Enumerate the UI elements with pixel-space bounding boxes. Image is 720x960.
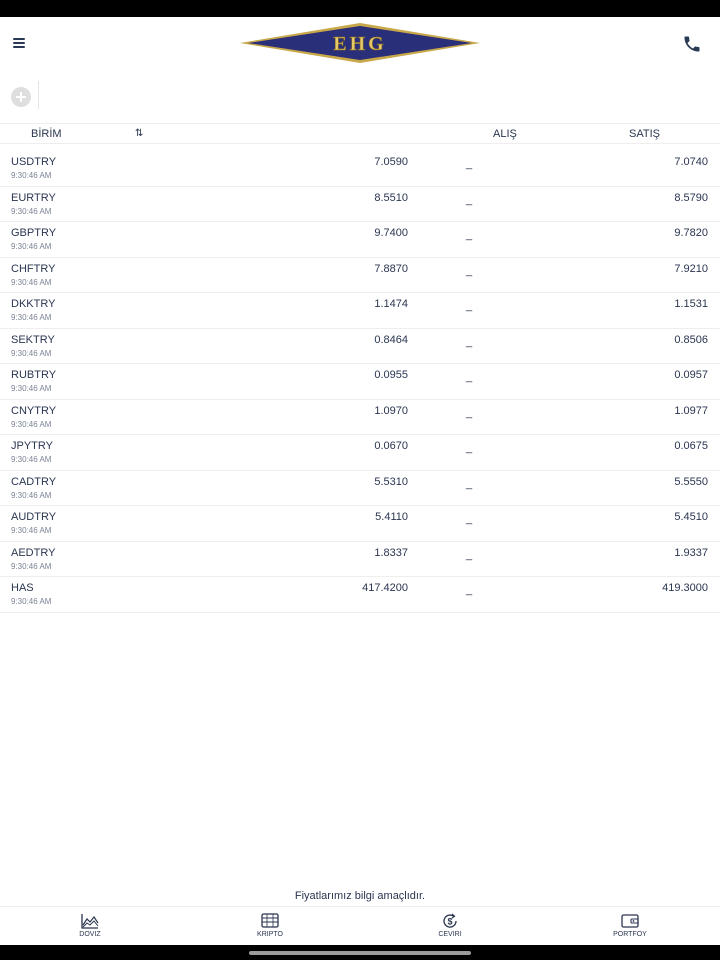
row-sell: 419.3000 [662, 582, 708, 594]
add-icon[interactable] [11, 87, 31, 107]
row-buy: 7.8870 [374, 262, 408, 275]
home-indicator[interactable] [249, 951, 471, 955]
row-time: 9:30:46 AM [11, 206, 52, 216]
row-change: _ [466, 442, 473, 454]
row-buy: 1.0970 [374, 404, 408, 417]
column-header-unit: BİRİM [31, 128, 62, 140]
column-header-sell: SATIŞ [629, 128, 660, 140]
row-time: 9:30:46 AM [11, 277, 52, 287]
phone-button[interactable] [682, 34, 702, 54]
row-symbol: HAS [11, 582, 34, 594]
row-buy: 1.1474 [374, 298, 408, 310]
row-time: 9:30:46 AM [11, 171, 52, 180]
row-time: 9:30:46 AM [11, 419, 52, 429]
menu-button[interactable] [11, 34, 29, 50]
tab-portfoy-label: PORTFOY [613, 931, 647, 938]
row-buy: 7.0590 [374, 156, 408, 168]
row-symbol: GBPTRY [11, 227, 57, 239]
add-toolbar [0, 78, 720, 118]
tab-kripto-label: KRIPTO [257, 931, 283, 938]
svg-text:$: $ [447, 916, 453, 927]
row-sell: 1.1531 [674, 298, 708, 310]
chart-icon [80, 912, 100, 930]
table-row[interactable] [0, 329, 720, 365]
wallet-icon [620, 912, 640, 930]
row-sell: 5.4510 [674, 511, 708, 523]
row-change: _ [466, 193, 473, 206]
status-bar [0, 0, 720, 17]
crypto-icon [260, 912, 280, 930]
row-time: 9:30:46 AM [11, 597, 52, 606]
row-sell: 1.9337 [674, 546, 708, 559]
row-change: _ [466, 158, 473, 170]
table-row[interactable] [0, 293, 720, 329]
table-row[interactable] [0, 258, 720, 294]
row-symbol: USDTRY [11, 156, 57, 168]
currency-exchange-icon [440, 912, 460, 930]
row-buy: 0.0670 [374, 440, 408, 452]
column-header-buy: ALIŞ [493, 128, 517, 140]
row-symbol: DKKTRY [11, 298, 56, 310]
row-sell: 8.5790 [674, 191, 708, 204]
row-sell: 7.0740 [674, 156, 708, 168]
tab-portfoy[interactable] [600, 912, 660, 938]
row-time: 9:30:46 AM [11, 313, 52, 322]
menu-icon-line [13, 46, 25, 48]
row-change: _ [466, 584, 473, 596]
row-buy: 0.0955 [374, 369, 408, 381]
row-sell: 0.0957 [674, 369, 708, 381]
row-time: 9:30:46 AM [11, 384, 52, 393]
table-row[interactable] [0, 506, 720, 542]
row-symbol: RUBTRY [11, 369, 57, 381]
row-symbol: CHFTRY [11, 262, 56, 275]
tab-ceviri-label: CEVIRI [438, 931, 462, 938]
row-change: _ [466, 371, 473, 383]
table-row[interactable] [0, 577, 720, 613]
row-symbol: EURTRY [11, 191, 56, 204]
row-buy: 5.5310 [374, 475, 408, 488]
row-buy: 0.8464 [374, 333, 408, 346]
row-symbol: CADTRY [11, 475, 57, 488]
row-change: _ [466, 229, 473, 241]
row-symbol: CNYTRY [11, 404, 57, 417]
rates-table [0, 151, 720, 613]
toolbar-divider [38, 81, 39, 109]
row-buy: 8.5510 [374, 191, 408, 204]
table-row[interactable] [0, 364, 720, 400]
row-change: _ [466, 264, 473, 277]
row-change: _ [466, 300, 473, 312]
table-row[interactable] [0, 435, 720, 471]
row-change: _ [466, 477, 473, 490]
tab-doviz[interactable] [60, 912, 120, 938]
row-sell: 0.0675 [674, 440, 708, 452]
table-row[interactable] [0, 222, 720, 258]
table-row[interactable] [0, 542, 720, 578]
row-change: _ [466, 406, 473, 419]
row-time: 9:30:46 AM [11, 455, 52, 464]
row-time: 9:30:46 AM [11, 526, 52, 535]
row-buy: 1.8337 [374, 546, 408, 559]
row-time: 9:30:46 AM [11, 348, 52, 358]
row-symbol: AUDTRY [11, 511, 57, 523]
row-sell: 0.8506 [674, 333, 708, 346]
ehg-logo [240, 22, 480, 64]
row-symbol: SEKTRY [11, 333, 55, 346]
app-header [0, 17, 720, 71]
row-change: _ [466, 513, 473, 525]
table-header [0, 123, 720, 144]
table-row[interactable] [0, 187, 720, 223]
row-buy: 5.4110 [375, 511, 408, 523]
tab-kripto[interactable] [240, 912, 300, 938]
row-sell: 9.7820 [674, 227, 708, 239]
table-row[interactable] [0, 471, 720, 507]
logo-text: EHG [333, 33, 387, 55]
menu-icon-line [13, 42, 25, 44]
bottom-tab-bar [0, 906, 720, 945]
row-symbol: JPYTRY [11, 440, 53, 452]
tab-doviz-label: DOVIZ [79, 931, 101, 938]
row-sell: 1.0977 [674, 404, 708, 417]
system-bottom-bar [0, 945, 720, 960]
row-change: _ [466, 335, 473, 348]
row-buy: 417.4200 [362, 582, 408, 594]
row-change: _ [466, 548, 473, 561]
row-sell: 7.9210 [674, 262, 708, 275]
row-time: 9:30:46 AM [11, 561, 52, 571]
tab-ceviri[interactable] [420, 912, 480, 938]
menu-icon [13, 38, 25, 40]
row-time: 9:30:46 AM [11, 242, 52, 251]
row-time: 9:30:46 AM [11, 490, 52, 500]
row-buy: 9.7400 [374, 227, 408, 239]
sort-icon[interactable]: ⇅ [135, 128, 144, 139]
phone-icon [682, 34, 702, 54]
row-symbol: AEDTRY [11, 546, 56, 559]
row-sell: 5.5550 [674, 475, 708, 488]
table-row[interactable] [0, 151, 720, 187]
disclaimer-text: Fiyatlarımız bilgi amaçlıdır. [294, 890, 426, 902]
table-row[interactable] [0, 400, 720, 436]
